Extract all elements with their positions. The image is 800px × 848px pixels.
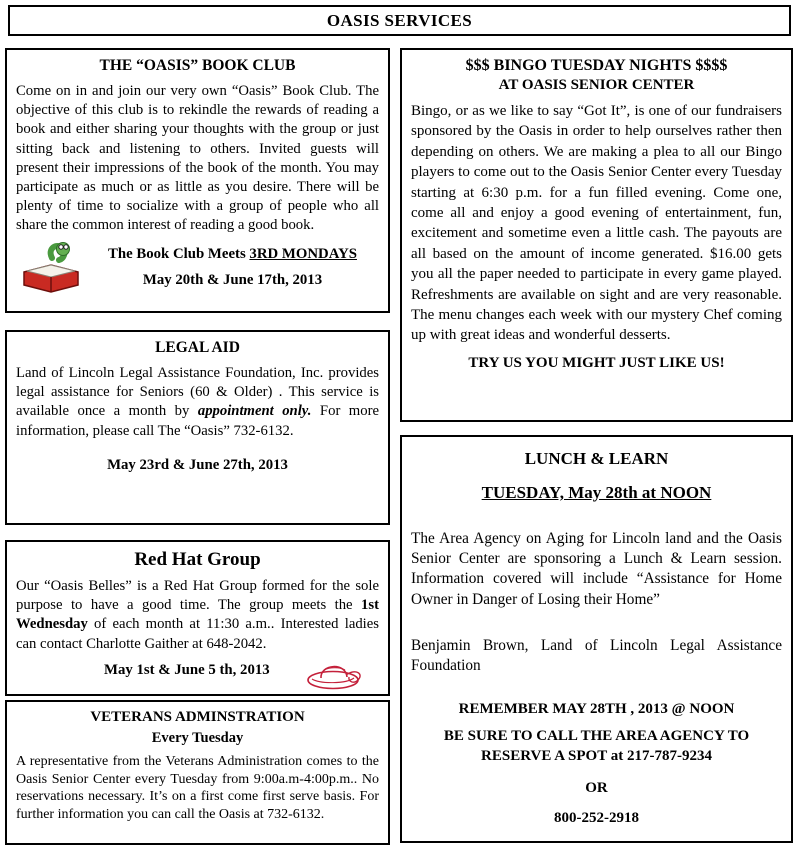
red-hat-body-part1: Our “Oasis Belles” is a Red Hat Group formed for the sole purpose to have a good time. The group meets the xyxy=(16,578,379,614)
veterans-body: A representative from the Veterans Administration comes to the Oasis Senior Center every Tuesday from 9:00a.m-4:00p.m.. No reservations necessary. It’s on a first come first serve basis. For further information you can call the Oasis at 732-6132. xyxy=(16,754,379,822)
lunch-title: LUNCH & LEARN xyxy=(524,449,669,468)
lunch-or-label: OR xyxy=(585,780,608,797)
red-hat-title: Red Hat Group xyxy=(134,549,261,570)
legal-aid-section xyxy=(5,330,390,525)
red-hat-clipart-image xyxy=(304,652,366,696)
legal-aid-body-part1: Land of Lincoln Legal Assistance Foundation, Inc. provides legal assistance for Seniors (60 & Older) . This service is available once a month by xyxy=(16,365,379,420)
lunch-and-learn-section xyxy=(400,435,793,843)
bingo-title-line2: AT OASIS SENIOR CENTER xyxy=(498,77,695,93)
bookworm-clipart-image xyxy=(16,242,86,294)
bingo-title-line1: $$$ BINGO TUESDAY NIGHTS $$$$ xyxy=(465,57,728,74)
book-club-body: Come on in and join our very own “Oasis” Book Club. The objective of this club is to rekindle the rewards of reading a book and either sharing your thoughts with the group or just sitting back and listening to others. Invited guests will present their impressions of the book of the month. You may participate as much or as little as you desire. There will be plenty of time to socialize with a group of people who all share the common interest of reading a good book. xyxy=(16,83,379,234)
book-club-meeting-info xyxy=(86,246,379,289)
legal-aid-title: LEGAL AID xyxy=(155,339,240,356)
lunch-subtitle: TUESDAY, May 28th at NOON xyxy=(481,483,712,502)
bingo-body: Bingo, or as we like to say “Got It”, is one of our fundraisers sponsored by the Oasis in order to help ourselves rather then depending on others. We are making a plea to all our Bingo players to come out to the Oasis Senior Center every Tuesday starting at 6:30 p.m. for a fun filled evening. Come one, come all and enjoy a good evening of entertainment, fun, excitement and sometime even a little cash. The payouts are all based on the amount of income generated. $16.00 gets you all the paper needed to participate in every game played. Refreshments are available on sight and are very reasonable. The menu changes each week with our mystery Chef coming up with great ideas and wonderful desserts. xyxy=(411,103,782,344)
bingo-section xyxy=(400,48,793,422)
book-club-section xyxy=(5,48,390,313)
lunch-speaker: Benjamin Brown, Land of Lincoln Legal Assistance Foundation xyxy=(411,636,782,675)
lunch-remember-line: REMEMBER MAY 28TH , 2013 @ NOON xyxy=(458,701,735,718)
left-column xyxy=(5,48,390,845)
veterans-section xyxy=(5,700,390,845)
book-club-meets-prefix: The Book Club Meets xyxy=(108,246,250,263)
book-club-meets-line xyxy=(86,246,379,263)
page-header xyxy=(8,5,791,36)
lunch-call-line: BE SURE TO CALL THE AREA AGENCY TO RESERVE A SPOT at 217-787-9234 xyxy=(443,728,750,764)
legal-aid-dates: May 23rd & June 27th, 2013 xyxy=(107,456,288,473)
book-club-meets-highlight: 3RD MONDAYS xyxy=(249,246,357,263)
red-hat-body xyxy=(16,577,379,654)
book-club-dates: May 20th & June 17th, 2013 xyxy=(142,272,323,289)
content-columns xyxy=(5,48,793,845)
red-hat-body-part2: of each month at 11:30 a.m.. Interested ladies can contact Charlotte Gaither at 648-2042. xyxy=(16,616,379,652)
right-column xyxy=(400,48,793,845)
veterans-subtitle: Every Tuesday xyxy=(151,730,244,746)
red-hat-dates: May 1st & June 5 th, 2013 xyxy=(104,661,270,678)
book-club-footer xyxy=(16,242,379,294)
legal-aid-body-emphasis: appointment only. xyxy=(197,403,312,420)
legal-aid-body xyxy=(16,364,379,441)
book-club-title: THE “OASIS” BOOK CLUB xyxy=(99,57,296,74)
page-title: OASIS SERVICES xyxy=(326,10,473,30)
veterans-title: VETERANS ADMINSTRATION xyxy=(90,709,305,725)
lunch-body: The Area Agency on Aging for Lincoln land and the Oasis Senior Center are sponsoring a Lunch & Learn session. Information covered will include “Assistance for Home Owner in Danger of Losing their Home” xyxy=(411,530,782,608)
legal-aid-body-part2: For more information, please call The “Oasis” 732-6132. xyxy=(16,403,379,439)
red-hat-body-bold: 1st Wednesday xyxy=(16,597,379,633)
red-hat-group-section xyxy=(5,540,390,696)
lunch-phone-number: 800-252-2918 xyxy=(554,810,639,827)
bingo-footer: TRY US YOU MIGHT JUST LIKE US! xyxy=(468,354,725,371)
